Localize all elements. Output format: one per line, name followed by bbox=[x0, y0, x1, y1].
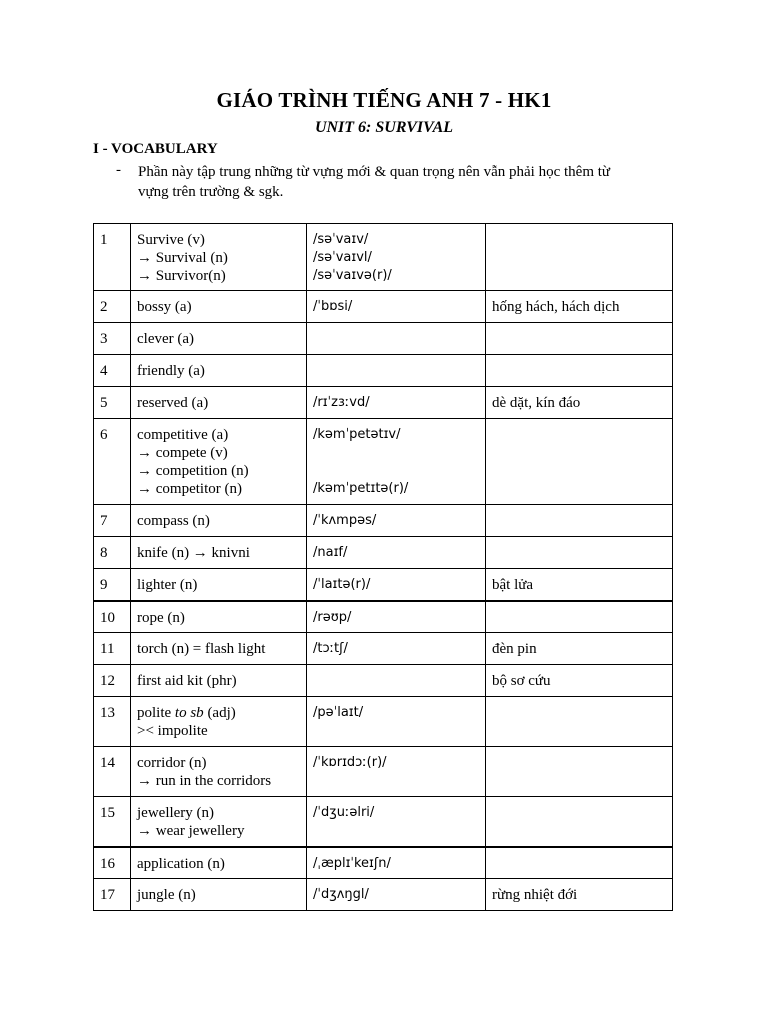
pronunciation bbox=[307, 224, 486, 291]
vocab-word bbox=[131, 601, 307, 633]
table-row bbox=[94, 387, 673, 419]
meaning bbox=[486, 797, 673, 847]
ipa-line: /ˈkɒrɪdɔː(r)/ bbox=[313, 755, 387, 770]
table-row bbox=[94, 665, 673, 697]
vocab-word bbox=[131, 419, 307, 505]
vocab-word bbox=[131, 665, 307, 697]
ipa-line: /ˈlaɪtə(r)/ bbox=[313, 577, 371, 592]
meaning bbox=[486, 355, 673, 387]
row-number: 4 bbox=[94, 355, 131, 387]
row-number: 8 bbox=[94, 537, 131, 569]
table-row bbox=[94, 419, 673, 505]
pronunciation bbox=[307, 419, 486, 505]
pronunciation bbox=[307, 291, 486, 323]
table-row bbox=[94, 291, 673, 323]
row-number: 7 bbox=[94, 505, 131, 537]
table-row bbox=[94, 697, 673, 747]
pronunciation bbox=[307, 569, 486, 601]
word-line: jewellery (n) bbox=[137, 805, 215, 821]
word-line: → competitor (n) bbox=[137, 481, 242, 497]
meaning bbox=[486, 847, 673, 879]
unit-subtitle: UNIT 6: SURVIVAL bbox=[314, 119, 454, 136]
vocab-word bbox=[131, 633, 307, 665]
vocab-word bbox=[131, 355, 307, 387]
word-line: bossy (a) bbox=[137, 299, 192, 315]
vocab-word bbox=[131, 697, 307, 747]
meaning bbox=[486, 601, 673, 633]
word-line: corridor (n) bbox=[137, 755, 207, 771]
word-line: rope (n) bbox=[137, 609, 185, 626]
ipa-line: /ˈbɒsi/ bbox=[313, 299, 353, 314]
vocab-word bbox=[131, 847, 307, 879]
word-line: clever (a) bbox=[137, 331, 195, 347]
word-line: application (n) bbox=[137, 855, 225, 872]
section-heading: I - VOCABULARY bbox=[93, 141, 218, 157]
row-number: 9 bbox=[94, 569, 131, 601]
word-line: → compete (v) bbox=[137, 445, 228, 461]
pronunciation bbox=[307, 355, 486, 387]
table-row bbox=[94, 569, 673, 601]
row-number: 16 bbox=[94, 847, 131, 879]
ipa-line: /kəmˈpetɪtə(r)/ bbox=[313, 481, 409, 496]
row-number: 17 bbox=[94, 879, 131, 911]
bullet-marker: - bbox=[116, 162, 121, 178]
vocab-word bbox=[131, 747, 307, 797]
row-number: 2 bbox=[94, 291, 131, 323]
word-line: → competition (n) bbox=[137, 463, 249, 479]
pronunciation bbox=[307, 505, 486, 537]
meaning: hống hách, hách dịch bbox=[486, 291, 673, 323]
ipa-line bbox=[313, 444, 479, 462]
word-line: lighter (n) bbox=[137, 577, 198, 593]
ipa-line: /kəmˈpetətɪv/ bbox=[313, 427, 401, 442]
vocab-word bbox=[131, 569, 307, 601]
pronunciation bbox=[307, 879, 486, 911]
vocabulary-table bbox=[93, 223, 673, 911]
page-title: GIÁO TRÌNH TIẾNG ANH 7 - HK1 bbox=[216, 88, 552, 112]
pronunciation bbox=[307, 747, 486, 797]
table-row bbox=[94, 323, 673, 355]
table-row bbox=[94, 505, 673, 537]
pronunciation bbox=[307, 697, 486, 747]
word-line: knife (n) → knivni bbox=[137, 545, 250, 561]
pronunciation bbox=[307, 323, 486, 355]
pronunciation bbox=[307, 601, 486, 633]
meaning bbox=[486, 323, 673, 355]
ipa-line: /rɪˈzɜːvd/ bbox=[313, 395, 370, 410]
word-line: → wear jewellery bbox=[137, 823, 245, 839]
vocab-word bbox=[131, 537, 307, 569]
ipa-line: /pəˈlaɪt/ bbox=[313, 705, 364, 720]
ipa-line: /səˈvaɪvə(r)/ bbox=[313, 268, 392, 283]
meaning bbox=[486, 537, 673, 569]
word-line: compass (n) bbox=[137, 513, 210, 529]
pronunciation bbox=[307, 797, 486, 847]
ipa-line: /ˈdʒuːəlri/ bbox=[313, 805, 375, 820]
ipa-line: /ˈkʌmpəs/ bbox=[313, 513, 377, 528]
word-line: polite to sb (adj) bbox=[137, 705, 236, 721]
table-row bbox=[94, 633, 673, 665]
pronunciation bbox=[307, 847, 486, 879]
vocab-word bbox=[131, 797, 307, 847]
bullet-line: Phần này tập trung những từ vựng mới & quan trọng nên vẫn phải học thêm từ bbox=[138, 164, 611, 180]
table-row bbox=[94, 879, 673, 911]
word-line: → Survivor(n) bbox=[137, 268, 226, 284]
table-row bbox=[94, 747, 673, 797]
ipa-line: /ˈdʒʌŋgl/ bbox=[313, 887, 369, 902]
word-line: >< impolite bbox=[137, 723, 208, 739]
row-number: 15 bbox=[94, 797, 131, 847]
vocab-word bbox=[131, 224, 307, 291]
table-row bbox=[94, 797, 673, 847]
word-line: friendly (a) bbox=[137, 363, 205, 379]
word-line: competitive (a) bbox=[137, 427, 229, 443]
pronunciation bbox=[307, 633, 486, 665]
ipa-line bbox=[313, 462, 479, 480]
ipa-line: /naɪf/ bbox=[313, 545, 348, 560]
word-line: → Survival (n) bbox=[137, 250, 228, 266]
vocab-word bbox=[131, 505, 307, 537]
bullet-text bbox=[138, 162, 678, 202]
pronunciation bbox=[307, 665, 486, 697]
vocab-word bbox=[131, 879, 307, 911]
row-number: 5 bbox=[94, 387, 131, 419]
pronunciation bbox=[307, 387, 486, 419]
row-number: 13 bbox=[94, 697, 131, 747]
word-line: Survive (v) bbox=[137, 232, 205, 248]
table-row bbox=[94, 601, 673, 633]
word-line: first aid kit (phr) bbox=[137, 673, 237, 689]
table-row bbox=[94, 355, 673, 387]
ipa-line: /tɔːtʃ/ bbox=[313, 641, 348, 656]
row-number: 11 bbox=[94, 633, 131, 665]
row-number: 3 bbox=[94, 323, 131, 355]
meaning bbox=[486, 747, 673, 797]
meaning: dè dặt, kín đáo bbox=[486, 387, 673, 419]
ipa-line: /ˌæplɪˈkeɪʃn/ bbox=[313, 855, 391, 871]
table-row bbox=[94, 224, 673, 291]
word-line: jungle (n) bbox=[137, 887, 196, 903]
meaning bbox=[486, 419, 673, 505]
row-number: 10 bbox=[94, 601, 131, 633]
word-line: torch (n) = flash light bbox=[137, 641, 266, 657]
row-number: 6 bbox=[94, 419, 131, 505]
meaning bbox=[486, 224, 673, 291]
word-line: → run in the corridors bbox=[137, 773, 272, 789]
row-number: 14 bbox=[94, 747, 131, 797]
ipa-line: /rəʊp/ bbox=[313, 609, 352, 625]
meaning: bộ sơ cứu bbox=[486, 665, 673, 697]
row-number: 1 bbox=[94, 224, 131, 291]
meaning: rừng nhiệt đới bbox=[486, 879, 673, 911]
vocab-word bbox=[131, 387, 307, 419]
meaning: bật lửa bbox=[486, 569, 673, 601]
ipa-line: /səˈvaɪvl/ bbox=[313, 250, 372, 265]
table-row bbox=[94, 847, 673, 879]
table-row bbox=[94, 537, 673, 569]
meaning: đèn pin bbox=[486, 633, 673, 665]
meaning bbox=[486, 505, 673, 537]
word-line: reserved (a) bbox=[137, 395, 209, 411]
meaning bbox=[486, 697, 673, 747]
vocab-word bbox=[131, 323, 307, 355]
bullet-line: vựng trên trường & sgk. bbox=[138, 184, 284, 200]
vocab-word bbox=[131, 291, 307, 323]
pronunciation bbox=[307, 537, 486, 569]
row-number: 12 bbox=[94, 665, 131, 697]
ipa-line: /səˈvaɪv/ bbox=[313, 232, 369, 247]
